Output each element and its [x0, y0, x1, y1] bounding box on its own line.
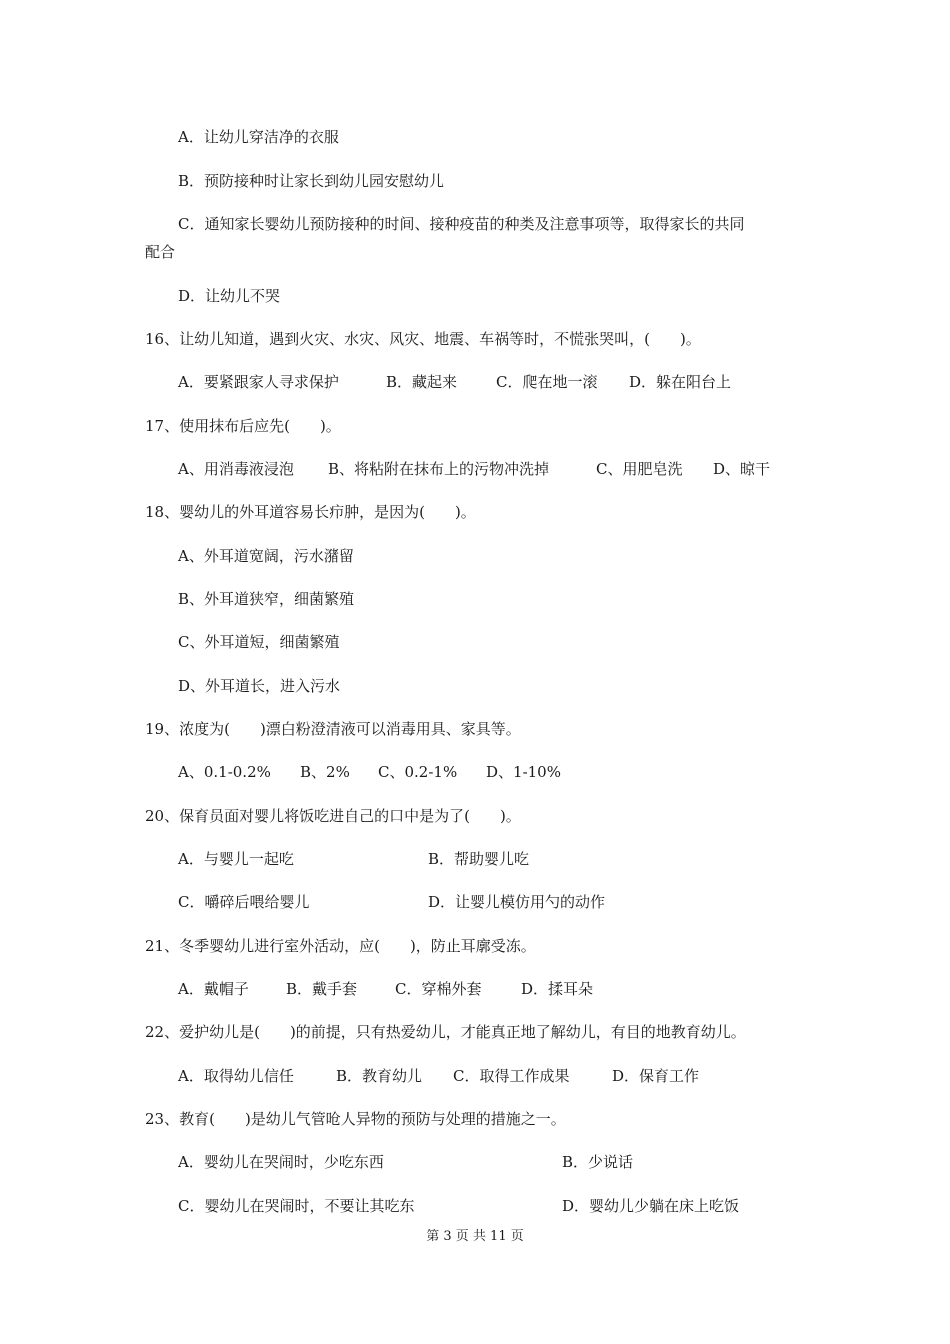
q21-option-d: D．揉耳朵: [521, 980, 594, 998]
q17-option-a: A、用消毒液浸泡: [178, 460, 294, 478]
q21-option-a: A．戴帽子: [178, 980, 249, 998]
q18-option-b: B、外耳道狭窄，细菌繁殖: [178, 590, 355, 608]
q16-option-d: D．躲在阳台上: [629, 373, 732, 391]
q20-option-d: D．让婴儿模仿用勺的动作: [428, 893, 606, 911]
q17-option-c: C、用肥皂洗: [596, 460, 683, 478]
q15-option-d: D．让幼儿不哭: [178, 287, 281, 305]
q20-option-a: A．与婴儿一起吃: [178, 850, 294, 868]
q17-question: 17、使用抹布后应先( )。: [145, 417, 341, 435]
q18-option-a: A、外耳道宽阔，污水潴留: [178, 547, 354, 565]
q22-option-d: D．保育工作: [612, 1067, 700, 1085]
q17-option-d: D、晾干: [713, 460, 771, 478]
q20-option-b: B．帮助婴儿吃: [428, 850, 530, 868]
q15-option-c: C．通知家长婴幼儿预防接种的时间、接种疫苗的种类及注意事项等，取得家长的共同: [178, 215, 745, 233]
q18-option-d: D、外耳道长，进入污水: [178, 677, 341, 695]
q19-option-a: A、0.1-0.2%: [178, 763, 271, 781]
q16-option-b: B．藏起来: [386, 373, 458, 391]
q22-option-c: C．取得工作成果: [453, 1067, 570, 1085]
q18-question: 18、婴幼儿的外耳道容易长疖肿，是因为( )。: [145, 503, 476, 521]
q16-option-c: C．爬在地一滚: [496, 373, 598, 391]
q15-option-b: B．预防接种时让家长到幼儿园安慰幼儿: [178, 172, 445, 190]
q19-question: 19、浓度为( )漂白粉澄清液可以消毒用具、家具等。: [145, 720, 521, 738]
q19-option-d: D、1-10%: [486, 763, 561, 781]
q19-option-b: B、2%: [300, 763, 350, 781]
q21-question: 21、冬季婴幼儿进行室外活动，应( )，防止耳廓受冻。: [145, 937, 536, 955]
q16-option-a: A．要紧跟家人寻求保护: [178, 373, 339, 391]
q22-option-a: A．取得幼儿信任: [178, 1067, 294, 1085]
q23-option-c: C．婴幼儿在哭闹时，不要让其吃东: [178, 1197, 415, 1215]
q21-option-b: B．戴手套: [286, 980, 358, 998]
q15-option-c-continuation: 配合: [145, 243, 176, 261]
q17-option-b: B、将粘附在抹布上的污物冲洗掉: [328, 460, 550, 478]
q22-option-b: B．教育幼儿: [336, 1067, 423, 1085]
q15-option-a: A．让幼儿穿洁净的衣服: [178, 128, 339, 146]
q20-question: 20、保育员面对婴儿将饭吃进自己的口中是为了( )。: [145, 807, 521, 825]
q16-question: 16、让幼儿知道，遇到火灾、水灾、风灾、地震、车祸等时，不慌张哭叫，( )。: [145, 330, 701, 348]
page-number-footer: 第 3 页 共 11 页: [426, 1229, 524, 1244]
q21-option-c: C．穿棉外套: [395, 980, 482, 998]
q20-option-c: C．嚼碎后喂给婴儿: [178, 893, 310, 911]
q23-option-d: D．婴幼儿少躺在床上吃饭: [562, 1197, 740, 1215]
q23-option-b: B．少说话: [562, 1153, 634, 1171]
q19-option-c: C、0.2-1%: [378, 763, 458, 781]
q23-question: 23、教育( )是幼儿气管呛人异物的预防与处理的措施之一。: [145, 1110, 566, 1128]
q23-option-a: A．婴幼儿在哭闹时，少吃东西: [178, 1153, 384, 1171]
q22-question: 22、爱护幼儿是( )的前提，只有热爱幼儿，才能真正地了解幼儿，有目的地教育幼儿。: [145, 1023, 746, 1041]
q18-option-c: C、外耳道短，细菌繁殖: [178, 633, 340, 651]
